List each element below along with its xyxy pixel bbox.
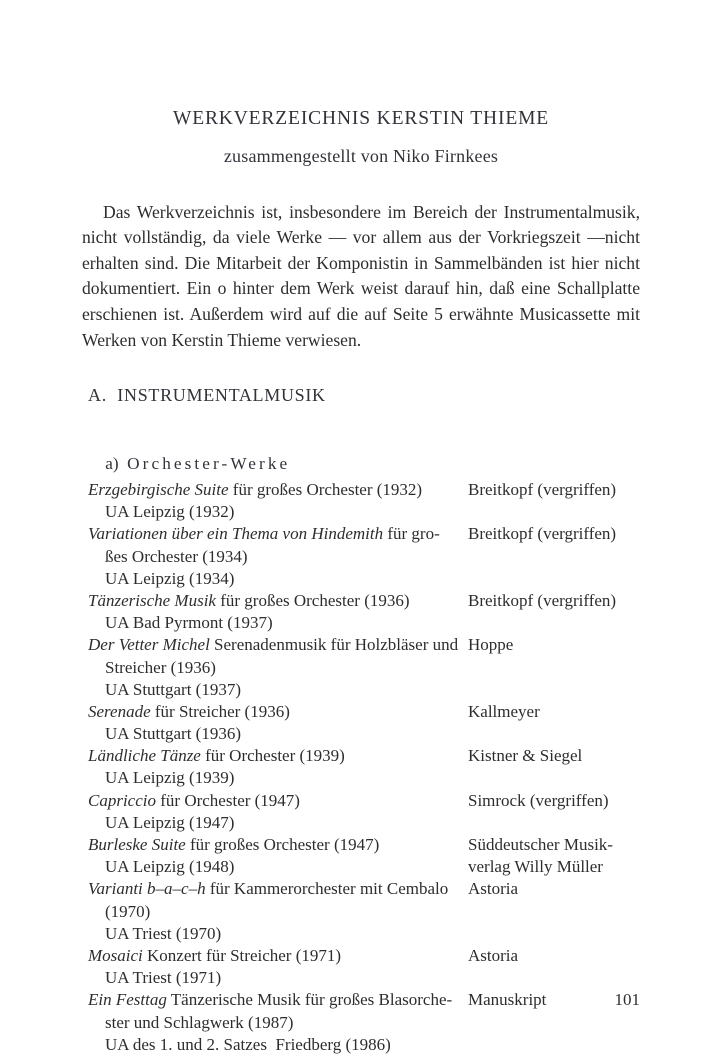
work-entry-line <box>88 834 648 856</box>
work-detail-text: für großes Orchester (1936) <box>215 590 410 610</box>
work-detail-text: UA Triest (1970) <box>105 923 222 943</box>
work-description <box>88 834 379 856</box>
work-detail-text: UA des 1. und 2. Satzes Friedberg (1986) <box>105 1034 391 1054</box>
publisher-name: Manuskript <box>468 990 547 1010</box>
work-entry-line <box>88 923 648 945</box>
publisher-name: Breitkopf (vergriffen) <box>468 524 617 544</box>
work-title: Mosaici <box>88 945 143 965</box>
work-description <box>88 878 448 900</box>
work-detail-text: für Streicher (1936) <box>150 701 290 721</box>
work-entry-line <box>88 479 648 501</box>
work-entry-line <box>88 523 648 545</box>
work-entry-line <box>88 701 648 723</box>
publisher-name: Kallmeyer <box>468 701 540 721</box>
work-entry-line <box>88 679 648 701</box>
work-entry-line <box>88 967 648 989</box>
work-entry-line <box>88 856 648 878</box>
work-entry-line <box>88 1034 648 1056</box>
publisher-name: Simrock (vergriffen) <box>468 790 609 810</box>
work-detail-text: UA Leipzig (1934) <box>105 568 235 588</box>
work-detail-text: ster und Schlagwerk (1987) <box>105 1012 294 1032</box>
page-subtitle: zusammengestellt von Niko Firnkees <box>223 146 499 166</box>
work-entry-line <box>88 723 648 745</box>
work-entry-line <box>88 568 648 590</box>
work-title: Capriccio <box>88 790 156 810</box>
work-detail-text: UA Bad Pyrmont (1937) <box>105 613 273 633</box>
publisher-name: Hoppe <box>468 635 514 655</box>
work-entry-line <box>88 1012 648 1034</box>
work-description <box>105 501 234 523</box>
work-description <box>105 923 221 945</box>
work-detail-text: UA Triest (1971) <box>105 968 222 988</box>
work-detail-text: für großes Orchester (1947) <box>185 835 380 854</box>
work-description <box>88 590 410 612</box>
work-title: Der Vetter Michel <box>88 635 210 655</box>
work-title: Variationen über ein Thema von Hindemith <box>88 524 384 544</box>
work-description <box>105 657 216 679</box>
work-entry-line <box>88 767 648 789</box>
work-description <box>105 568 234 590</box>
work-entry-line <box>88 657 648 679</box>
work-description <box>88 479 422 501</box>
publisher-name: Breitkopf (vergriffen) <box>468 480 617 499</box>
work-description <box>105 612 273 634</box>
publisher-name: Breitkopf (vergriffen) <box>468 590 617 610</box>
work-entry-line <box>88 612 648 634</box>
work-title: Burleske Suite <box>88 835 186 854</box>
publisher-name: Kistner & Siegel <box>468 746 583 766</box>
works-list <box>88 479 648 1056</box>
work-entry-line <box>88 901 648 923</box>
work-description <box>88 523 440 545</box>
work-detail-text: Konzert für Streicher (1971) <box>142 945 342 965</box>
publisher-name: Astoria <box>468 879 519 899</box>
work-title: Ländliche Tänze <box>88 746 201 766</box>
work-entry-line <box>88 590 648 612</box>
section-heading-instrumentalmusik: A. INSTRUMENTALMUSIK <box>88 385 326 405</box>
work-entry-line <box>88 945 648 967</box>
work-description <box>105 679 241 701</box>
work-description <box>105 1034 391 1056</box>
work-description <box>88 745 345 767</box>
work-detail-text: UA Leipzig (1932) <box>105 502 235 522</box>
work-description <box>105 856 234 878</box>
work-detail-text: UA Stuttgart (1937) <box>105 679 241 699</box>
work-title: Erzgebirgische Suite <box>88 480 229 499</box>
work-detail-text: UA Leipzig (1947) <box>105 812 235 832</box>
subsection-label: Orchester-Werke <box>127 454 291 473</box>
work-description <box>105 767 234 789</box>
intro-paragraph: Das Werkverzeichnis ist, insbesondere im Bereich der Instrumentalmusik, nicht vollständig, da viele Werke — vor allem aus der Vorkriegszeit —nicht erhalten sind. Die Mitarbeit der Komponistin in Sammelbänden ist hier nicht dokumentiert. Ein o hinter dem Werk weist darauf hin, daß eine Schallplatte erschienen ist. Außerdem wird auf die auf Seite 5 erwähnte Musicassette mit Werken von Kerstin Thieme verwiesen. <box>82 201 640 350</box>
work-description <box>105 546 248 568</box>
work-detail-text: UA Leipzig (1948) <box>105 857 235 877</box>
work-description <box>88 701 290 723</box>
work-detail-text: (1970) <box>105 901 151 921</box>
work-title: Ein Festtag <box>88 990 167 1010</box>
work-title: Serenade <box>88 701 151 721</box>
work-description <box>105 901 150 923</box>
work-entry-line <box>88 790 648 812</box>
work-description <box>88 634 458 656</box>
work-detail-text: für Orchester (1947) <box>156 790 300 810</box>
work-detail-text: UA Leipzig (1939) <box>105 768 235 788</box>
work-detail-text: UA Stuttgart (1936) <box>105 724 241 744</box>
publisher-name: verlag Willy Müller <box>468 857 603 877</box>
work-title: Tänzerische Musik <box>88 590 216 610</box>
page-number: 101 <box>614 990 640 1009</box>
work-entry-line <box>88 546 648 568</box>
publisher-name: Astoria <box>468 945 519 965</box>
work-description <box>88 945 341 967</box>
subsection-marker: a) <box>105 454 128 473</box>
work-entry-line <box>88 745 648 767</box>
work-description <box>105 812 234 834</box>
work-detail-text: Tänzerische Musik für großes Blasorche- <box>166 990 453 1010</box>
work-detail-text: Streicher (1936) <box>105 657 216 677</box>
work-detail-text: für großes Orchester (1932) <box>228 480 423 499</box>
work-description <box>105 1012 293 1034</box>
work-detail-text: ßes Orchester (1934) <box>105 546 248 566</box>
work-entry-line <box>88 812 648 834</box>
work-detail-text: für Kammerorchester mit Cembalo <box>205 879 449 899</box>
work-description <box>105 723 241 745</box>
work-title: Varianti b–a–c–h <box>88 879 206 899</box>
page-title: WERKVERZEICHNIS KERSTIN THIEME <box>172 108 550 129</box>
work-entry-line <box>88 501 648 523</box>
work-entry-line <box>88 878 648 900</box>
publisher-name: Süddeutscher Musik- <box>468 835 613 854</box>
work-detail-text: Serenadenmusik für Holzbläser und <box>209 635 459 655</box>
work-description <box>105 967 221 989</box>
work-detail-text: für Orchester (1939) <box>200 746 345 766</box>
work-entry-line <box>88 634 648 656</box>
work-detail-text: für gro- <box>383 524 440 544</box>
work-description <box>88 790 300 812</box>
